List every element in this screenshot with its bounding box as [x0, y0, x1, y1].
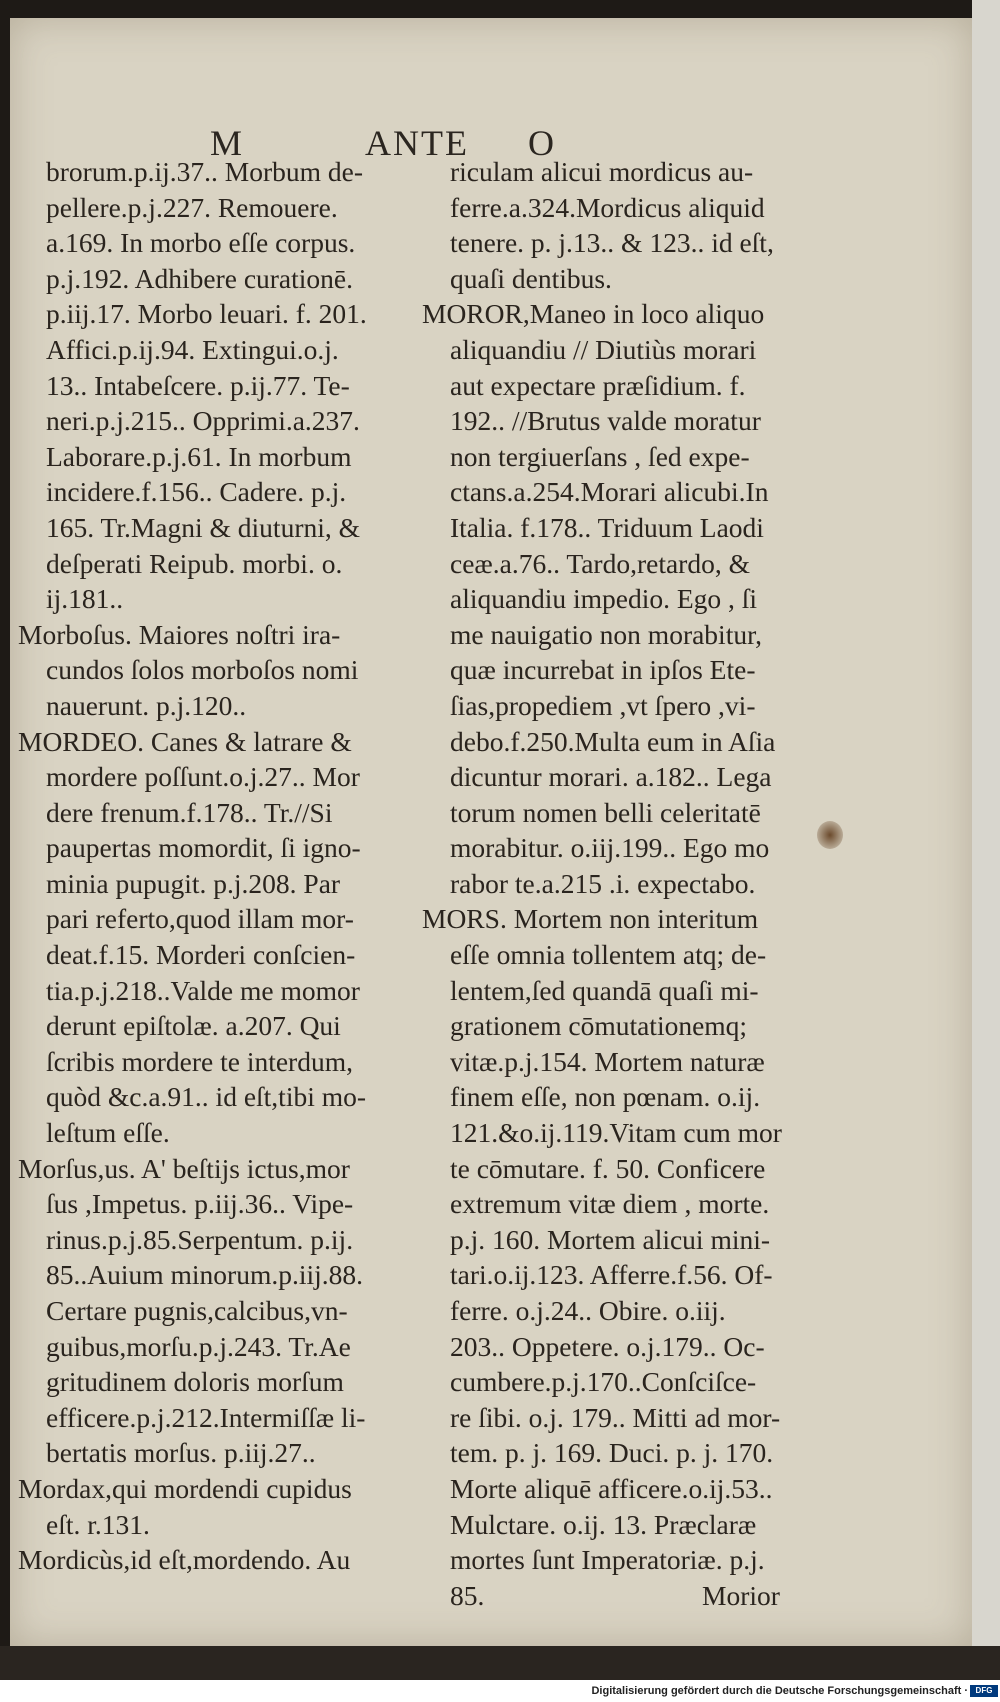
right-column-line: dicuntur morari. a.182.. Lega: [450, 761, 772, 793]
left-column-line: p.iij.17. Morbo leuari. f. 201.: [46, 298, 367, 330]
dfg-logo: DFG: [970, 1685, 998, 1697]
left-column-line: ſus ,Impetus. p.iij.36.. Vipe-: [46, 1188, 354, 1220]
right-column-line: non tergiuerſans , ſed expe-: [450, 440, 750, 472]
left-column-line: cundos ſolos morboſos nomi: [46, 654, 359, 686]
header-letter-right: O: [528, 123, 556, 163]
right-column-line: MORS. Mortem non interitum: [422, 903, 759, 935]
left-column-line: derunt epiſtolæ. a.207. Qui: [46, 1010, 341, 1042]
right-column-line: ferre.a.324.Mordicus aliquid: [450, 191, 765, 223]
header-letter-left: M: [210, 123, 245, 163]
left-column-line: tia.p.j.218..Valde me momor: [46, 974, 360, 1006]
right-column-line: ctans.a.254.Morari alicubi.In: [450, 476, 769, 508]
right-column-line: 85.: [450, 1579, 485, 1611]
left-column-line: Laborare.p.j.61. In morbum: [46, 440, 352, 472]
left-column-line: guibus,morſu.p.j.243. Tr.Ae: [46, 1330, 351, 1362]
right-column-line: quaſi dentibus.: [450, 262, 612, 294]
left-column-line: a.169. In morbo eſſe corpus.: [46, 227, 356, 259]
right-column-line: ceæ.a.76.. Tardo,retardo, &: [450, 547, 750, 579]
right-column-line: Mulctare. o.ij. 13. Præclaræ: [450, 1508, 757, 1540]
right-column-line: mortes ſunt Imperatoriæ. p.j.: [450, 1544, 765, 1576]
right-column-line: quæ incurrebat in ipſos Ete-: [450, 654, 756, 686]
right-column-line: cumbere.p.j.170..Conſciſce-: [450, 1366, 757, 1398]
right-column-line: debo.f.250.Multa eum in Aſia: [450, 725, 776, 757]
left-column-line: quòd &c.a.91.. id eſt,tibi mo-: [46, 1081, 367, 1113]
right-column: [422, 154, 842, 1613]
right-column-line: rabor te.a.215 .i. expectabo.: [450, 867, 756, 899]
page-edge-right: [972, 0, 1000, 1680]
right-column-line: 121.&o.ij.119.Vitam cum mor: [450, 1117, 782, 1149]
right-column-line: torum nomen belli celeritatē: [450, 796, 761, 828]
right-column-line: ſias,propediem ,vt ſpero ,vi-: [450, 689, 756, 721]
right-column-line: tem. p. j. 169. Duci. p. j. 170.: [450, 1437, 774, 1469]
right-column-line: ferre. o.j.24.. Obire. o.iij.: [450, 1295, 726, 1326]
left-column-line: rinus.p.j.85.Serpentum. p.ij.: [46, 1223, 354, 1255]
left-column-line: ij.181..: [46, 583, 124, 615]
left-column-line: brorum.p.ij.37.. Morbum de-: [46, 156, 363, 187]
right-column-line: p.j. 160. Mortem alicui mini-: [450, 1223, 771, 1255]
header-word: ANTE: [365, 123, 469, 163]
left-column-line: eſt. r.131.: [46, 1508, 150, 1540]
left-column-line: mordere poſſunt.o.j.27.. Mor: [46, 761, 360, 793]
right-column-line: vitæ.p.j.154. Mortem naturæ: [450, 1045, 765, 1077]
left-column-line: dere frenum.f.178.. Tr.//Si: [46, 796, 333, 828]
right-column-line: aliquandiu // Diutiùs morari: [450, 333, 757, 365]
left-column-line: nauerunt. p.j.120..: [46, 689, 247, 721]
footer-credit: Digitalisierung gefördert durch die Deutsche Forschungsgemeinschaft ·: [591, 1685, 968, 1697]
left-column: [18, 154, 428, 1578]
left-column-line: deat.f.15. Morderi conſcien-: [46, 939, 356, 971]
right-column-line: MOROR,Maneo in loco aliquo: [422, 298, 765, 330]
left-column-line: MORDEO. Canes & latrare &: [18, 725, 352, 757]
page-edge-bottom: [0, 1646, 1000, 1680]
left-column-line: 13.. Intabeſcere. p.ij.77. Te-: [46, 369, 350, 401]
right-column-line: Morior: [702, 1580, 780, 1611]
left-column-line: paupertas momordit, ſi igno-: [46, 832, 361, 864]
right-column-line: tenere. p. j.13.. & 123.. id eſt,: [450, 227, 774, 259]
left-column-line: ſcribis mordere te interdum,: [46, 1045, 353, 1077]
right-column-line: riculam alicui mordicus au-: [450, 156, 754, 187]
right-column-line: Morte aliquē afficere.o.ij.53..: [450, 1472, 773, 1504]
right-column-line: re ſibi. o.j. 179.. Mitti ad mor-: [450, 1401, 781, 1433]
digitization-footer: [0, 1680, 1000, 1702]
left-column-line: p.j.192. Adhibere curationē.: [46, 262, 353, 294]
right-column-line: me nauigatio non morabitur,: [450, 618, 763, 650]
right-column-line: extremum vitæ diem , morte.: [450, 1188, 770, 1220]
right-column-line: morabitur. o.iij.199.. Ego mo: [450, 832, 770, 864]
ink-stain: [817, 821, 843, 849]
right-column-line: 192.. //Brutus valde moratur: [450, 405, 761, 437]
left-column-line: gritudinem doloris morſum: [46, 1366, 344, 1398]
left-column-line: incidere.f.156.. Cadere. p.j.: [46, 476, 347, 508]
right-column-line: aut expectare præſidium. f.: [450, 369, 746, 401]
right-column-line: eſſe omnia tollentem atq; de-: [450, 939, 767, 971]
left-column-line: deſperati Reipub. morbi. o.: [46, 547, 343, 579]
left-column-line: 85..Auium minorum.p.iij.88.: [46, 1259, 364, 1291]
right-column-line: aliquandiu impedio. Ego , ſi: [450, 583, 758, 615]
left-column-line: 165. Tr.Magni & diuturni, &: [46, 511, 361, 543]
left-column-line: Mordax,qui mordendi cupidus: [18, 1472, 352, 1504]
right-column-line: tari.o.ij.123. Afferre.f.56. Of-: [450, 1259, 773, 1291]
book-page: [10, 18, 972, 1646]
right-column-line: Italia. f.178.. Triduum Laodi: [450, 511, 764, 543]
left-column-line: Morſus,us. A' beſtijs ictus,mor: [18, 1152, 350, 1184]
left-column-line: efficere.p.j.212.Intermiſſæ li-: [46, 1401, 366, 1433]
right-column-line: te cōmutare. f. 50. Conficere: [450, 1152, 766, 1184]
left-column-line: pari referto,quod illam mor-: [46, 903, 354, 935]
left-column-line: pellere.p.j.227. Remouere.: [46, 191, 338, 223]
left-column-line: Affici.p.ij.94. Extingui.o.j.: [46, 333, 339, 365]
right-column-line: 203.. Oppetere. o.j.179.. Oc-: [450, 1330, 765, 1362]
right-column-line: finem eſſe, non pœnam. o.ij.: [450, 1081, 761, 1113]
left-column-line: Mordicùs,id eſt,mordendo. Au: [18, 1544, 351, 1576]
left-column-line: leſtum eſſe.: [46, 1117, 170, 1149]
right-column-line: lentem,ſed quandā quaſi mi-: [450, 974, 759, 1006]
right-column-line: grationem cōmutationemq;: [450, 1010, 748, 1042]
left-column-line: Certare pugnis,calcibus,vn-: [46, 1295, 348, 1326]
left-column-line: bertatis morſus. p.iij.27..: [46, 1437, 316, 1469]
left-column-line: minia pupugit. p.j.208. Par: [46, 867, 341, 899]
left-column-line: neri.p.j.215.. Opprimi.a.237.: [46, 405, 360, 437]
left-column-line: Morboſus. Maiores noſtri ira-: [18, 618, 341, 650]
